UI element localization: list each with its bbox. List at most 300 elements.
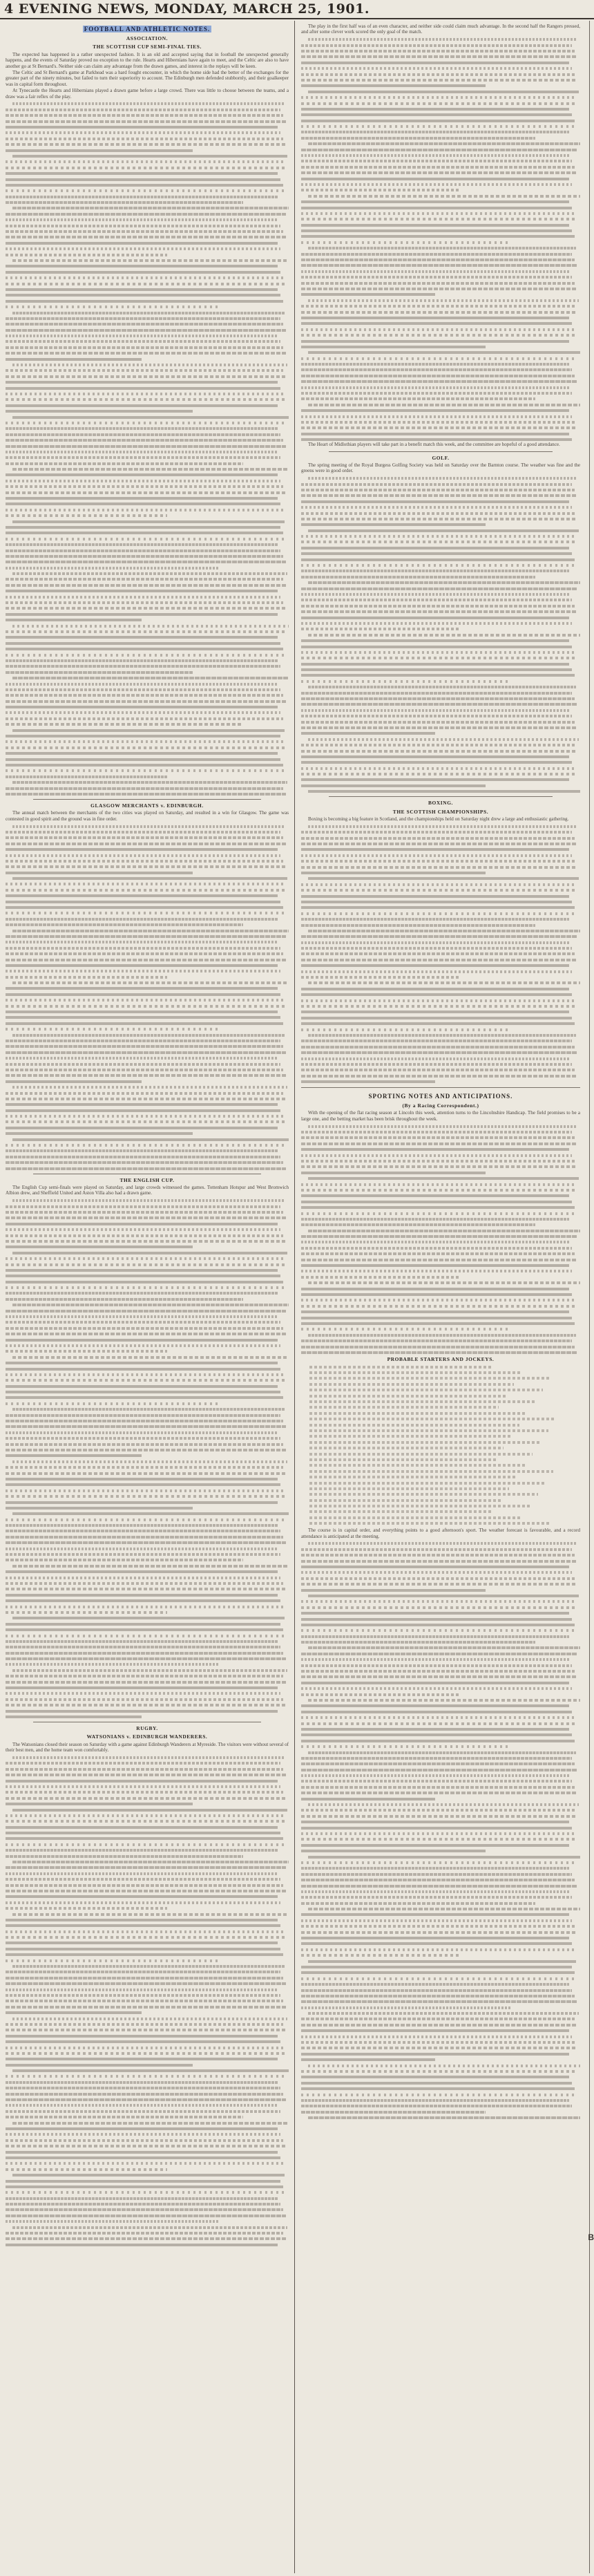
text-line <box>308 1034 576 1037</box>
text-line <box>301 328 575 331</box>
text-line <box>6 1228 280 1231</box>
table-row <box>309 1424 519 1427</box>
table-row <box>309 1458 496 1461</box>
text-line <box>301 1339 572 1342</box>
table-row <box>309 1516 522 1519</box>
text-line <box>301 837 575 840</box>
byline: (By a Racing Correspondent.) <box>402 1102 479 1109</box>
text-line <box>6 1437 280 1440</box>
text-line <box>301 346 486 348</box>
text-line <box>308 91 579 93</box>
text-line <box>6 1489 283 1492</box>
text-line <box>301 1005 577 1008</box>
text-line <box>301 1583 577 1586</box>
text-line <box>301 1317 572 1319</box>
text-line <box>6 654 286 657</box>
text-line <box>301 84 486 87</box>
text-line <box>6 218 278 221</box>
table-row <box>309 1441 540 1444</box>
text-line <box>6 1849 278 1852</box>
text-line <box>301 67 572 70</box>
text-line <box>301 189 460 191</box>
text-line <box>301 1136 575 1139</box>
text-line <box>301 1971 575 1974</box>
text-line <box>301 2058 435 2061</box>
text-line <box>301 564 577 567</box>
text-line <box>301 1080 435 1083</box>
text-line <box>301 1017 572 1019</box>
text-line <box>6 976 167 979</box>
text-line <box>301 386 569 389</box>
text-line <box>12 2174 285 2177</box>
text-line <box>6 502 280 505</box>
text-line <box>301 1554 575 1557</box>
text-line <box>6 1652 283 1655</box>
text-line <box>6 1120 286 1123</box>
article-paragraph: The Celtic and St Bernard's game at Parkhead was a hard fought encounter, in which the home side had the better of the exchanges for the greater part of the ninety minutes, but failed to turn their superiority to account. The Edinburgh men defended stubbornly, and their goalkeeper was in capital form throughout. <box>6 70 289 87</box>
text-line <box>6 1762 280 1765</box>
table-row <box>309 1470 553 1473</box>
text-line <box>12 364 287 366</box>
text-line <box>12 1252 287 1254</box>
text-line <box>6 1425 286 1428</box>
text-line <box>301 1057 569 1060</box>
article-paragraph: The play in the first half was of an even character, and neither side could claim much advantage. In the second half the Rangers pressed, and after some clever work scored the only goal of the match. <box>301 23 580 35</box>
text-line <box>6 1774 286 1776</box>
text-line <box>301 668 572 671</box>
text-line <box>6 912 286 914</box>
text-line <box>301 952 575 955</box>
text-line <box>301 415 572 418</box>
text-line <box>301 1925 575 1928</box>
text-line <box>301 183 572 186</box>
text-line <box>6 1866 286 1869</box>
text-line <box>301 1172 486 1174</box>
text-line <box>301 1832 575 1835</box>
text-line <box>6 642 280 645</box>
text-line <box>301 489 575 491</box>
text-line <box>6 1971 280 1973</box>
edge-letter: B <box>588 2232 594 2242</box>
text-line <box>301 587 577 590</box>
text-line <box>12 677 289 679</box>
text-line <box>6 1959 218 1962</box>
text-line <box>12 1565 289 1568</box>
text-line <box>6 369 283 372</box>
text-line <box>6 114 283 117</box>
text-line <box>6 340 280 343</box>
text-line <box>301 1983 569 1986</box>
table-row <box>309 1453 533 1456</box>
text-line <box>6 947 280 950</box>
subhead-boxing-championships: THE SCOTTISH CHAMPIONSHIPS. <box>392 808 489 815</box>
text-line <box>301 218 577 220</box>
text-line <box>6 404 278 407</box>
text-line <box>301 964 569 967</box>
text-line <box>6 1245 193 1248</box>
text-line <box>301 1861 577 1864</box>
text-line <box>6 2035 278 2038</box>
table-row <box>309 1400 535 1403</box>
text-line <box>6 1953 283 1956</box>
text-line <box>301 62 569 64</box>
text-line <box>301 1780 572 1783</box>
text-line <box>301 1606 577 1609</box>
article-paragraph: The expected has happened in a rather unexpected fashion. It is an old and accepted saying that in football the unexpected generally happens, and the events of Saturday proved no exception to the rule. Hearts and Hibernians have again to meet, and the Celtic are also to have another go at St Bernard's. Neither side can claim any advantage from the drawn games, and interest in the replays will be keen. <box>6 51 289 69</box>
text-line <box>6 439 283 442</box>
subhead-scottish-cup: THE SCOTTISH CUP SEMI-FINAL TIES. <box>93 44 202 50</box>
text-line <box>301 1635 569 1638</box>
text-line <box>301 282 575 285</box>
text-line <box>301 558 575 561</box>
section-title-text: FOOTBALL AND ATHLETIC NOTES. <box>84 26 211 32</box>
text-line <box>6 497 278 500</box>
text-line <box>301 1885 577 1888</box>
text-line <box>6 143 286 146</box>
text-line <box>6 2232 283 2235</box>
text-line <box>6 1263 286 1266</box>
text-line <box>301 438 572 441</box>
text-line <box>6 1814 283 1817</box>
text-line <box>301 500 569 503</box>
text-line <box>6 1791 283 1794</box>
text-line <box>12 1913 289 1916</box>
text-line <box>301 363 569 366</box>
text-line <box>6 578 283 581</box>
text-line <box>301 617 569 619</box>
text-line <box>6 1843 286 1846</box>
text-line <box>301 1259 577 1261</box>
text-line <box>308 1803 579 1806</box>
text-line <box>301 912 577 915</box>
article-body-text <box>6 1756 289 2246</box>
text-line <box>6 1501 278 1504</box>
table-row <box>309 1366 493 1369</box>
article-paragraph: The Heart of Midlothian players will take part in a benefit match this week, and the committee are hopeful of a good attendance. <box>308 442 560 448</box>
page-edge-rule <box>589 21 590 2573</box>
text-line <box>6 1420 283 1422</box>
text-line <box>6 1582 283 1585</box>
text-line <box>301 2094 577 2096</box>
text-line <box>301 1160 575 1163</box>
text-line <box>6 1292 278 1295</box>
text-line <box>6 225 280 227</box>
text-line <box>301 1143 577 1145</box>
text-line <box>301 207 572 209</box>
text-line <box>301 1069 575 1071</box>
text-line <box>6 987 278 990</box>
text-line <box>301 1989 572 1992</box>
text-line <box>6 1051 286 1054</box>
text-line <box>301 1131 572 1134</box>
text-line <box>301 593 569 596</box>
text-line <box>301 264 577 267</box>
text-line <box>12 1086 287 1089</box>
text-line <box>6 2006 286 2009</box>
text-line <box>301 1745 510 1748</box>
text-line <box>6 1559 243 1561</box>
text-line <box>6 700 286 703</box>
article-body-text <box>301 1125 580 1354</box>
text-line <box>6 1977 283 1980</box>
right-column <box>301 23 580 2572</box>
text-line <box>308 1125 576 1128</box>
text-line <box>6 1495 286 1498</box>
text-line <box>6 2047 283 2049</box>
text-line <box>301 2099 569 2102</box>
text-line <box>308 351 580 354</box>
text-line <box>301 1328 510 1331</box>
text-line <box>301 732 435 735</box>
text-line <box>6 2180 280 2183</box>
article-paragraph: Boxing is becoming a big feature in Scotland, and the championships held on Saturday night drew a large and enthusiastic gathering. <box>308 816 569 822</box>
text-line <box>6 138 283 140</box>
text-line <box>301 253 572 256</box>
text-line <box>6 1901 280 1904</box>
text-line <box>301 1322 575 1325</box>
text-line <box>301 1063 572 1066</box>
text-line <box>6 793 286 796</box>
text-line <box>301 229 572 232</box>
text-line <box>6 1936 286 1939</box>
column-divider <box>294 21 295 2573</box>
text-line <box>6 970 280 972</box>
text-line <box>6 485 283 488</box>
text-line <box>301 1600 575 1603</box>
text-line <box>6 1454 142 1457</box>
text-line <box>6 1826 278 1829</box>
text-line <box>6 1855 243 1858</box>
text-line <box>6 323 283 326</box>
text-line <box>301 1010 569 1013</box>
text-line <box>301 1212 577 1215</box>
text-line <box>6 1127 278 1129</box>
table-row <box>309 1371 522 1374</box>
text-line <box>6 1149 278 1152</box>
text-line <box>301 397 535 400</box>
text-line <box>6 1144 286 1147</box>
text-line <box>301 651 575 654</box>
text-line <box>6 1321 280 1324</box>
text-line <box>301 340 569 343</box>
text-line <box>6 758 280 761</box>
text-line <box>6 1092 283 1095</box>
text-line <box>301 322 572 325</box>
text-line <box>301 778 569 781</box>
section-title <box>6 25 289 33</box>
text-line <box>6 2064 193 2067</box>
text-line <box>301 697 575 700</box>
table-row <box>309 1383 514 1386</box>
article-body-text <box>6 1199 289 1718</box>
article-paragraph: The English Cup semi-finals were played on Saturday, and large crowds witnessed the games. Tottenham Hotspur and West Bromwich Albion drew, and Sheffield United and Aston Villa also had a drawn game. <box>6 1185 289 1196</box>
text-line <box>6 1698 283 1701</box>
text-line <box>12 1965 285 1968</box>
text-line <box>308 1960 576 1963</box>
text-line <box>308 877 579 880</box>
text-line <box>12 259 289 262</box>
text-line <box>301 270 569 273</box>
text-line <box>6 2052 286 2055</box>
text-line <box>301 1566 569 1568</box>
text-line <box>6 213 286 216</box>
text-line <box>308 1230 580 1232</box>
text-line <box>301 1896 572 1899</box>
text-line <box>301 1189 577 1192</box>
text-line <box>6 1780 278 1783</box>
text-line <box>301 2041 575 2044</box>
text-line <box>6 1536 283 1539</box>
text-line <box>6 1594 278 1597</box>
text-line <box>6 1907 167 1910</box>
subhead-association: ASSOCIATION. <box>126 35 169 41</box>
text-line <box>301 1931 577 1934</box>
text-line <box>301 1618 572 1621</box>
text-line <box>6 480 280 482</box>
article-body-text <box>6 825 289 1170</box>
text-line <box>6 1005 286 1008</box>
text-line <box>301 605 575 608</box>
text-line <box>308 142 580 145</box>
text-line <box>12 572 287 575</box>
text-line <box>6 1391 280 1393</box>
text-line <box>301 610 577 613</box>
text-line <box>6 883 283 885</box>
text-line <box>301 646 572 648</box>
text-line <box>12 102 285 105</box>
text-line <box>12 625 289 628</box>
text-line <box>301 293 435 296</box>
text-line <box>308 1856 580 1859</box>
text-line <box>301 2053 569 2056</box>
text-line <box>6 746 286 749</box>
text-line <box>12 1512 289 1515</box>
text-line <box>6 387 280 390</box>
text-line <box>301 1722 577 1725</box>
text-line <box>301 235 575 238</box>
text-line <box>6 1919 278 1921</box>
text-line <box>308 1699 580 1702</box>
text-line <box>6 607 286 610</box>
text-line <box>6 1016 280 1019</box>
text-line <box>6 1080 142 1083</box>
text-line <box>6 1797 286 1800</box>
table-row <box>309 1482 546 1485</box>
text-line <box>6 1057 278 1060</box>
text-line <box>301 988 569 990</box>
text-line <box>6 271 280 274</box>
text-line <box>6 775 167 778</box>
text-line <box>6 630 286 633</box>
text-line <box>308 38 576 41</box>
text-line <box>301 2087 575 2090</box>
text-line <box>301 1051 577 1054</box>
text-line <box>301 1728 569 1731</box>
text-line <box>6 1431 278 1434</box>
text-line <box>12 1034 285 1037</box>
text-line <box>301 1664 572 1667</box>
text-line <box>6 1103 278 1106</box>
text-line <box>301 2076 569 2078</box>
text-line <box>6 567 218 570</box>
text-line <box>6 543 278 546</box>
text-line <box>6 300 283 303</box>
text-line <box>301 512 575 515</box>
text-line <box>301 2006 510 2009</box>
text-line <box>6 2000 283 2002</box>
text-line <box>6 2185 283 2188</box>
text-line <box>12 1460 287 1463</box>
text-line <box>6 1832 280 1834</box>
text-line <box>301 409 569 412</box>
text-line <box>6 1443 283 1446</box>
text-line <box>6 1449 286 1451</box>
text-line <box>301 1653 577 1655</box>
text-line <box>6 1286 286 1289</box>
text-line <box>6 1785 280 1788</box>
text-line <box>301 2029 569 2032</box>
text-line <box>301 535 575 538</box>
text-line <box>12 207 289 209</box>
text-line <box>6 596 280 599</box>
text-line <box>301 1046 575 1049</box>
text-line <box>6 410 193 413</box>
text-line <box>301 1716 575 1719</box>
text-line <box>6 514 167 517</box>
divider <box>301 1087 580 1088</box>
table-row <box>309 1377 551 1380</box>
text-line <box>6 184 283 187</box>
text-line <box>301 1165 577 1168</box>
text-line <box>6 1269 278 1272</box>
text-line <box>6 1599 280 1602</box>
text-line <box>301 761 572 764</box>
text-line <box>301 784 486 787</box>
text-line <box>6 694 283 697</box>
text-line <box>301 2070 577 2073</box>
text-line <box>6 2127 278 2130</box>
text-line <box>301 421 575 424</box>
text-line <box>301 1902 535 1905</box>
text-line <box>12 825 285 828</box>
text-line <box>301 1966 572 1968</box>
text-line <box>6 787 283 790</box>
divider <box>329 451 553 452</box>
article-body-text <box>301 825 580 1083</box>
text-line <box>6 1989 278 1991</box>
text-line <box>301 1299 575 1301</box>
text-line <box>301 976 460 979</box>
subhead-merchants: GLASGOW MERCHANTS v. EDINBURGH. <box>90 802 204 809</box>
text-line <box>301 392 572 395</box>
text-line <box>6 126 278 129</box>
text-line <box>6 735 280 737</box>
text-line <box>6 1063 280 1066</box>
text-line <box>6 346 283 349</box>
text-line <box>301 2082 572 2085</box>
text-line <box>6 2029 286 2031</box>
text-line <box>301 993 572 996</box>
table-row <box>309 1435 512 1438</box>
text-line <box>301 703 577 706</box>
text-line <box>6 1710 278 1713</box>
text-line <box>6 601 283 604</box>
text-line <box>308 825 576 828</box>
text-line <box>6 317 280 320</box>
text-line <box>301 773 577 775</box>
text-line <box>6 1820 286 1823</box>
table-row <box>309 1522 551 1525</box>
